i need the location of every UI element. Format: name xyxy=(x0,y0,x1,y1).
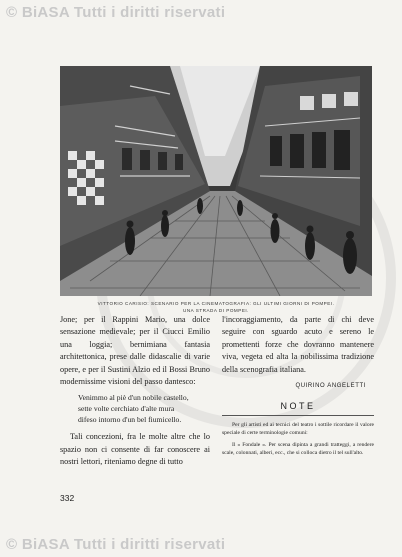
right-column xyxy=(222,314,374,458)
note-1: Per gli artisti ed ai tecnici del teatro i sottile ricordare il valore speciale di certe terminologie comuni: xyxy=(222,421,374,437)
note-2: Il « Fondale ». Per scena dipinta a grandi tratteggi, a rendere scale, colonnati, alberi, ecc., che si colloca dietro il tel sull'alto. xyxy=(222,442,374,457)
figure-caption xyxy=(60,300,372,314)
watermark-bottom: © BiASA Tutti i diritti riservati xyxy=(6,536,226,553)
pompei-street-drawing xyxy=(60,66,372,296)
dante-verse xyxy=(78,392,210,425)
caption-line-2: UNA STRADA DI POMPEI. xyxy=(183,308,249,313)
left-paragraph-1: Jone; per il Rappini Mario, una dolce sensazione medievale; per il Ciucci Emilio una loggia; bernimiana fantasia architettonica, prese dalle didascalie di varie opere, e per il Sustini Alzio ed il Bossi Bruno modernissime visioni del passo dantesco: xyxy=(60,315,210,387)
page-number: 332 xyxy=(60,493,75,503)
notes-heading: NOTE xyxy=(280,401,316,412)
verse-line-2: sette volte cerchiato d'alte mura xyxy=(78,404,175,414)
notes-divider xyxy=(222,415,374,416)
watermark-top: © BiASA Tutti i diritti riservati xyxy=(6,4,226,21)
author-signature: QUIRINO ANGELETTI xyxy=(295,383,366,390)
verse-line-1: Venimmo al piè d'un nobile castello, xyxy=(78,393,189,403)
left-paragraph-2: Tali concezioni, fra le molte altre che lo spazio non ci consente di far conoscere ai nostri lettori, ritenìamo degne di tutto xyxy=(60,432,210,467)
caption-line-1: VITTORIO CARISIO: SCENARIO PER LA CINEMATOGRAFIA: GLI ULTIMI GIORNI DI POMPEI. xyxy=(97,301,335,306)
scenario-illustration xyxy=(60,66,372,296)
right-paragraph-1: l'incoraggiamento, da parte di chi deve seguire con sguardo acuto e sereno le promettenti forze che dovranno mantenere viva, vegeta ed alta la nobilissima tradizione della scenografia italiana. xyxy=(222,315,374,374)
verse-line-3: difeso intorno d'un bel fiumicello. xyxy=(78,415,182,425)
left-column xyxy=(60,314,210,469)
